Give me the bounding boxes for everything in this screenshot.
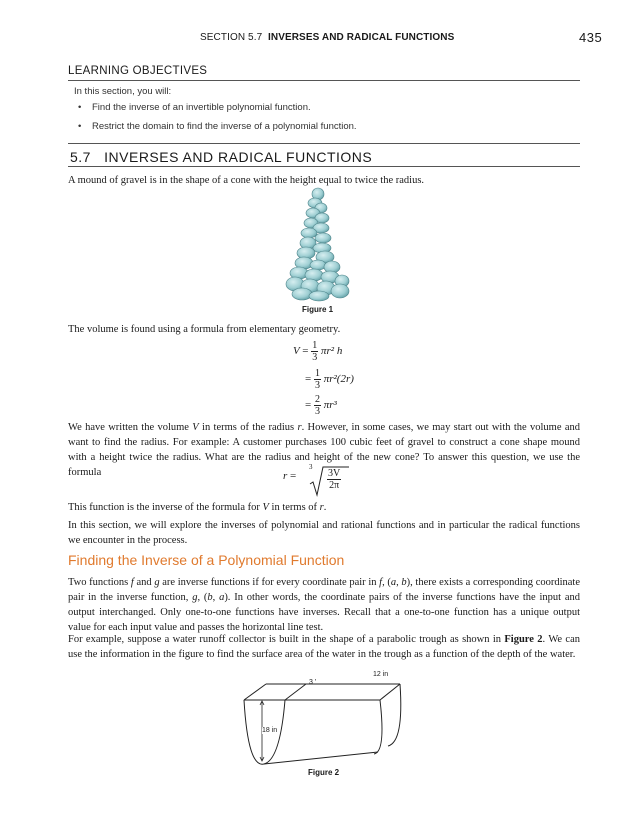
equation-cube-root — [283, 470, 296, 482]
math-var: b — [207, 592, 213, 603]
math-var: r — [297, 422, 302, 433]
text-run: For example, suppose a water runoff collector is built in the shape of a parabolic trough as shown in — [68, 634, 505, 645]
math-var: V — [262, 502, 269, 513]
label-width: 3 ' — [309, 679, 317, 686]
eq-term: πr²(2r) — [323, 373, 354, 386]
text-run: , — [212, 592, 220, 603]
math-var: g — [192, 592, 198, 603]
eq-term: πr³ — [323, 399, 337, 412]
paragraph-volume-formula: The volume is found using a formula from elementary geometry. — [68, 324, 341, 335]
paragraph-example — [68, 632, 580, 662]
parabolic-trough-figure — [238, 672, 410, 770]
fraction — [327, 468, 341, 491]
equation-line-2 — [305, 368, 354, 391]
bullet-icon: • — [78, 102, 82, 113]
header-section-title: INVERSES AND RADICAL FUNCTIONS — [268, 32, 455, 43]
text-run: . — [323, 502, 327, 513]
list-item-text: Find the inverse of an invertible polynomial function. — [92, 102, 311, 113]
denominator: 3 — [314, 380, 320, 391]
text-run: , ( — [197, 592, 208, 603]
gravel-cone-figure — [282, 186, 352, 302]
figure-2-caption: Figure 2 — [308, 768, 340, 777]
denominator: 3 — [312, 352, 318, 363]
section-heading — [70, 149, 372, 165]
text-run: . However, in some cases, we may start out with the volume and want to find the radius. For example: A customer purchases 100 cubic feet of gravel to construct a cone shape mound with a height twice the radius. What are the radius and height of the new cone? To answer this question, we use the formula — [68, 422, 580, 478]
learning-objectives-title: LEARNING OBJECTIVES — [68, 65, 208, 77]
text-run: ), there exists a corresponding coordinate pair in the inverse function, — [68, 577, 581, 603]
list-item — [78, 102, 311, 113]
text-run: and — [133, 577, 155, 588]
paragraph-intro: A mound of gravel is in the shape of a cone with the height equal to twice the radius. — [68, 175, 425, 186]
text-run: are inverse functions if for every coordinate pair in — [159, 577, 380, 588]
math-var: V — [192, 422, 199, 433]
fraction — [314, 368, 321, 391]
eq-term: πr² h — [321, 345, 343, 358]
eq-equals: = — [302, 345, 309, 358]
eq-equals: = — [305, 399, 312, 412]
math-var: b — [401, 577, 407, 588]
label-depth: 18 in — [262, 727, 278, 734]
paragraph-explore: In this section, we will explore the inverses of polynomial and rational functions and in particular the radical functions we encounter in the process. — [68, 520, 580, 546]
text-run: , ( — [382, 577, 391, 588]
eq-V: V — [293, 345, 300, 358]
subsection-heading: Finding the Inverse of a Polynomial Function — [68, 552, 345, 568]
text-run: ). In other words, the coordinate pairs of the inverse functions have the input and output interchanged. Only one-to-one functions have inverses. Recall that a one-to-one function has a unique output value for each input value and passes the horizontal line test. — [68, 592, 581, 633]
text-run: in terms of the radius — [198, 422, 298, 433]
text-run: in terms of — [268, 502, 320, 513]
math-var: r — [319, 502, 324, 513]
text-run: , — [396, 577, 402, 588]
eq-r: r — [283, 470, 288, 482]
figure-1-caption: Figure 1 — [302, 305, 334, 314]
math-var: a — [390, 577, 397, 588]
paragraph-inverse-definition — [68, 575, 580, 635]
math-var: a — [219, 592, 225, 603]
text-run: . We can use the information in the figure to find the surface area of the water in the trough as a function of the depth of the water. — [68, 634, 580, 660]
label-length: 12 in — [373, 671, 389, 678]
fraction — [314, 394, 321, 417]
divider — [68, 80, 580, 81]
fraction — [311, 340, 318, 363]
page-number: 435 — [579, 30, 603, 45]
equation-line-3 — [305, 394, 337, 417]
numerator: 2 — [314, 394, 320, 405]
root-index: 3 — [309, 463, 313, 471]
list-item-text: Restrict the domain to find the inverse of a polynomial function. — [92, 121, 357, 132]
numerator: 1 — [312, 340, 318, 351]
paragraph-inverse — [68, 500, 580, 515]
math-var: f — [130, 577, 134, 588]
divider — [68, 143, 580, 144]
figure-reference: Figure 2 — [504, 634, 543, 645]
learning-objectives-intro: In this section, you will: — [74, 86, 172, 97]
eq-equals: = — [305, 373, 312, 386]
header-section: SECTION 5.7 — [200, 32, 263, 43]
eq-equals: = — [290, 470, 297, 482]
numerator: 1 — [314, 368, 320, 379]
list-item — [78, 121, 357, 132]
text-run: This function is the inverse of the formula for — [68, 502, 263, 513]
bullet-icon: • — [78, 121, 82, 132]
radicand — [327, 468, 341, 491]
numerator: 3V — [328, 468, 341, 479]
math-var: f — [379, 577, 383, 588]
text-run: We have written the volume — [68, 422, 193, 433]
denominator: 2π — [329, 480, 340, 491]
equation-line-1 — [293, 340, 342, 363]
math-var: g — [154, 577, 160, 588]
section-title: INVERSES AND RADICAL FUNCTIONS — [104, 149, 373, 165]
denominator: 3 — [314, 406, 320, 417]
section-number: 5.7 — [70, 149, 91, 165]
divider — [68, 166, 580, 167]
running-header — [200, 32, 454, 43]
text-run: Two functions — [68, 577, 131, 588]
